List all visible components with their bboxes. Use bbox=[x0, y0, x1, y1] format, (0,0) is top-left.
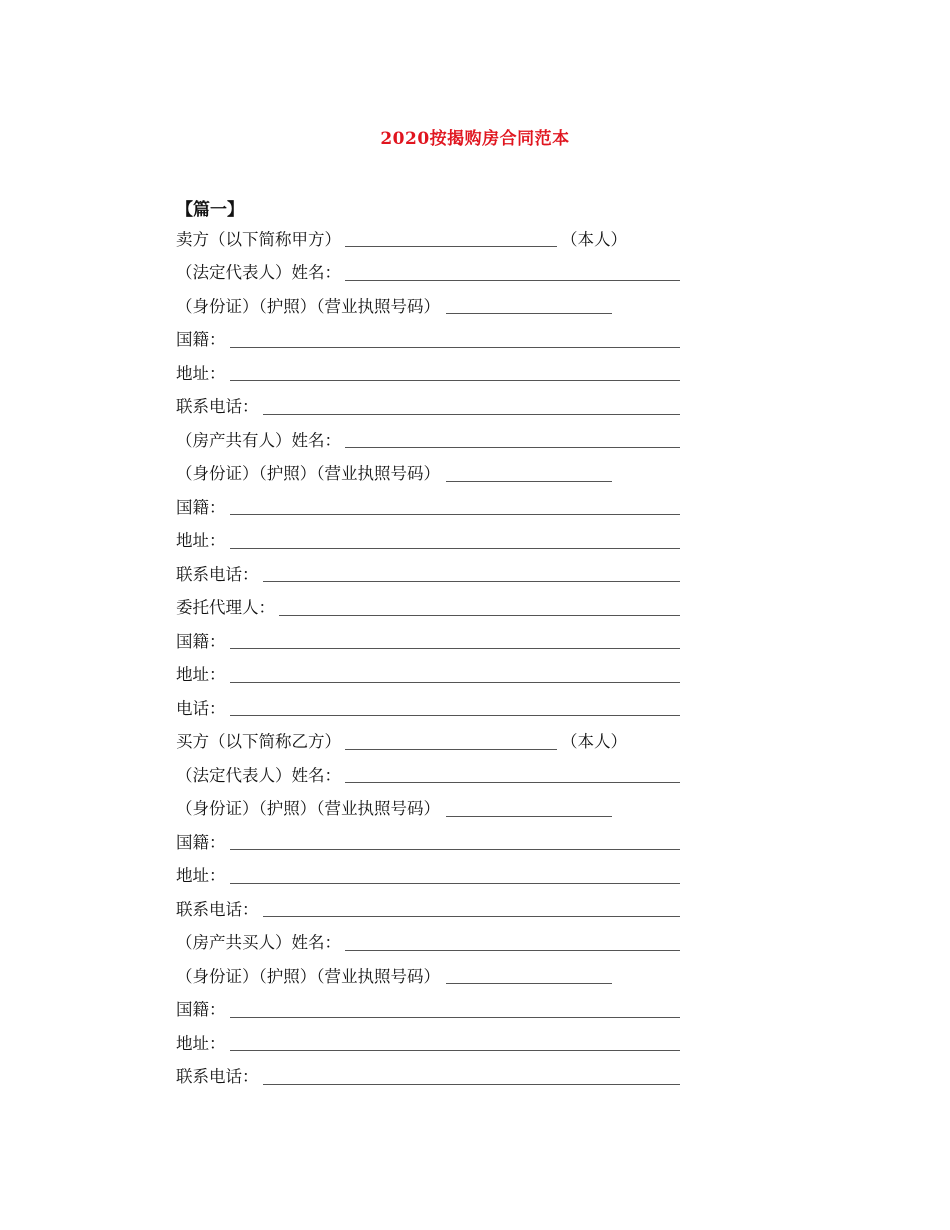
fill-in-blank-line[interactable] bbox=[279, 601, 680, 616]
form-row-label: 联系电话： bbox=[176, 1067, 259, 1087]
document-title: 2020按揭购房合同范本 bbox=[380, 129, 570, 149]
form-row bbox=[176, 690, 680, 724]
fill-in-blank-line[interactable] bbox=[345, 433, 680, 448]
form-row-label: 委托代理人： bbox=[176, 598, 275, 618]
form-row-label: 电话： bbox=[176, 698, 226, 718]
fill-in-blank-line[interactable] bbox=[230, 333, 681, 348]
form-row-label: 联系电话： bbox=[176, 899, 259, 919]
form-row bbox=[176, 657, 680, 691]
form-row-label: 国籍： bbox=[176, 631, 226, 651]
form-row-label: （法定代表人）姓名： bbox=[176, 765, 341, 785]
form-row bbox=[176, 556, 680, 590]
form-row bbox=[176, 288, 680, 322]
form-row-label: 国籍： bbox=[176, 832, 226, 852]
form-field-list bbox=[176, 221, 680, 1092]
form-row-label: （身份证）（护照）（营业执照号码） bbox=[176, 799, 440, 819]
form-row bbox=[176, 255, 680, 289]
form-row bbox=[176, 1025, 680, 1059]
form-row-suffix: （本人） bbox=[561, 229, 627, 249]
fill-in-blank-line[interactable] bbox=[345, 232, 557, 247]
fill-in-blank-line[interactable] bbox=[446, 467, 612, 482]
fill-in-blank-line[interactable] bbox=[263, 902, 681, 917]
fill-in-blank-line[interactable] bbox=[230, 634, 681, 649]
form-row-label: （房产共有人）姓名： bbox=[176, 430, 341, 450]
fill-in-blank-line[interactable] bbox=[230, 1003, 681, 1018]
form-row-label: 国籍： bbox=[176, 1000, 226, 1020]
form-row-label: 地址： bbox=[176, 363, 226, 383]
fill-in-blank-line[interactable] bbox=[230, 668, 681, 683]
form-row bbox=[176, 858, 680, 892]
fill-in-blank-line[interactable] bbox=[345, 768, 680, 783]
form-row-label: 买方（以下简称乙方） bbox=[176, 732, 341, 752]
form-row-label: 卖方（以下简称甲方） bbox=[176, 229, 341, 249]
form-row-label: （法定代表人）姓名： bbox=[176, 263, 341, 283]
form-row bbox=[176, 590, 680, 624]
form-row bbox=[176, 422, 680, 456]
form-row-label: （身份证）（护照）（营业执照号码） bbox=[176, 966, 440, 986]
fill-in-blank-line[interactable] bbox=[230, 701, 681, 716]
form-row bbox=[176, 489, 680, 523]
form-row-label: 地址： bbox=[176, 665, 226, 685]
form-row bbox=[176, 322, 680, 356]
form-row bbox=[176, 221, 680, 255]
form-row bbox=[176, 958, 680, 992]
fill-in-blank-line[interactable] bbox=[230, 869, 681, 884]
form-row bbox=[176, 456, 680, 490]
form-row bbox=[176, 992, 680, 1026]
form-row-label: （身份证）（护照）（营业执照号码） bbox=[176, 464, 440, 484]
fill-in-blank-line[interactable] bbox=[345, 936, 680, 951]
form-row-label: 地址： bbox=[176, 1033, 226, 1053]
fill-in-blank-line[interactable] bbox=[345, 735, 557, 750]
fill-in-blank-line[interactable] bbox=[230, 500, 681, 515]
fill-in-blank-line[interactable] bbox=[446, 802, 612, 817]
fill-in-blank-line[interactable] bbox=[230, 534, 681, 549]
fill-in-blank-line[interactable] bbox=[230, 1036, 681, 1051]
fill-in-blank-line[interactable] bbox=[263, 1070, 681, 1085]
form-row bbox=[176, 925, 680, 959]
form-row bbox=[176, 1059, 680, 1093]
form-row bbox=[176, 891, 680, 925]
form-row-label: 联系电话： bbox=[176, 564, 259, 584]
form-row bbox=[176, 757, 680, 791]
fill-in-blank-line[interactable] bbox=[230, 366, 681, 381]
form-row-label: 联系电话： bbox=[176, 397, 259, 417]
fill-in-blank-line[interactable] bbox=[446, 299, 612, 314]
section-heading: 【篇一】 bbox=[176, 200, 244, 220]
fill-in-blank-line[interactable] bbox=[446, 969, 612, 984]
fill-in-blank-line[interactable] bbox=[263, 567, 681, 582]
form-row-label: 地址： bbox=[176, 866, 226, 886]
form-row-label: 国籍： bbox=[176, 497, 226, 517]
form-row-label: （身份证）（护照）（营业执照号码） bbox=[176, 296, 440, 316]
form-row bbox=[176, 791, 680, 825]
form-row-label: 国籍： bbox=[176, 330, 226, 350]
form-row bbox=[176, 824, 680, 858]
form-row bbox=[176, 389, 680, 423]
form-row-label: 地址： bbox=[176, 531, 226, 551]
form-row bbox=[176, 355, 680, 389]
fill-in-blank-line[interactable] bbox=[263, 400, 681, 415]
form-row bbox=[176, 523, 680, 557]
form-row-label: （房产共买人）姓名： bbox=[176, 933, 341, 953]
form-row bbox=[176, 724, 680, 758]
form-row bbox=[176, 623, 680, 657]
form-row-suffix: （本人） bbox=[561, 732, 627, 752]
fill-in-blank-line[interactable] bbox=[345, 266, 680, 281]
fill-in-blank-line[interactable] bbox=[230, 835, 681, 850]
